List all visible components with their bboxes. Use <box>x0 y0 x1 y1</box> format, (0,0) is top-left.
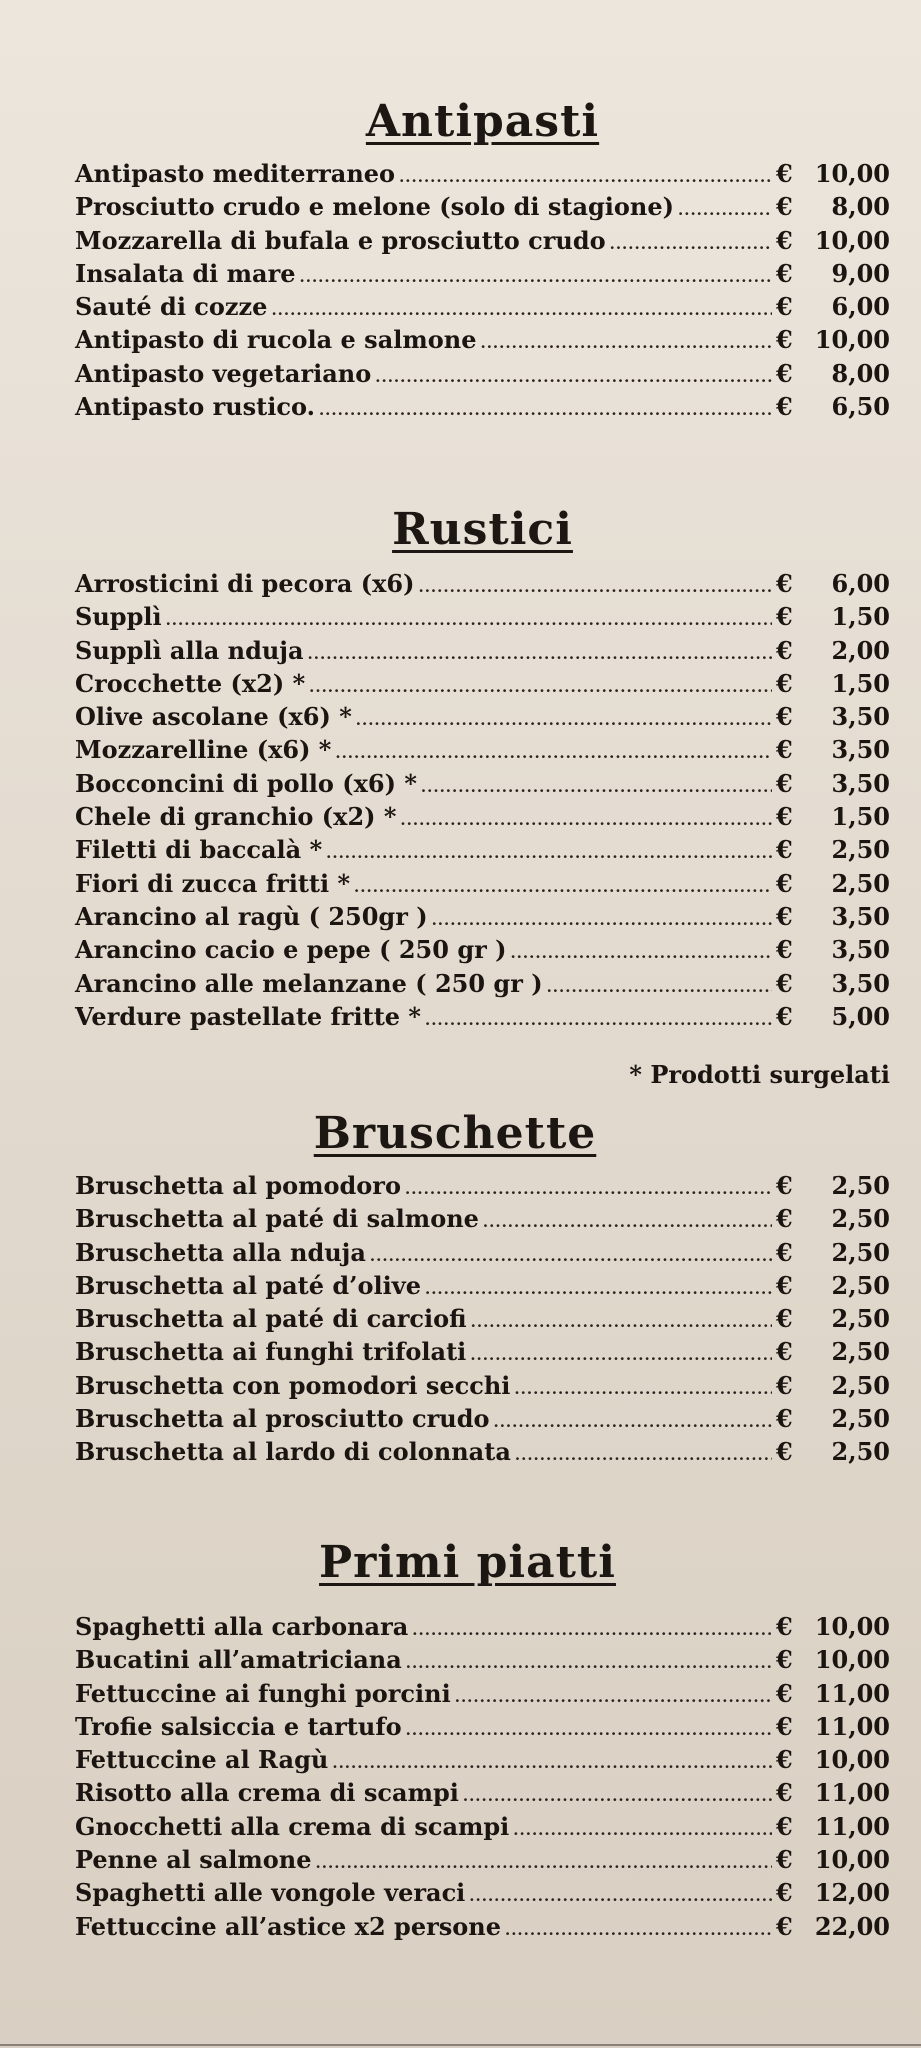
menu-item <box>75 1435 890 1468</box>
currency-symbol: € <box>776 1811 793 1841</box>
section-rustici <box>75 504 890 1033</box>
item-price: 2,50 <box>831 1370 890 1400</box>
leader-dots <box>505 1914 772 1947</box>
item-name: Bruschetta al prosciutto crudo <box>75 1404 490 1434</box>
leader-dots <box>418 571 772 604</box>
item-name: Bruschetta al lardo di colonnata <box>75 1437 511 1467</box>
menu-item <box>75 767 890 800</box>
item-price: 2,50 <box>831 1171 890 1200</box>
menu-item <box>75 733 890 766</box>
item-name: Bruschetta alla nduja <box>75 1237 366 1267</box>
menu-item <box>75 700 890 733</box>
currency-symbol: € <box>776 635 793 665</box>
currency-symbol: € <box>776 1745 793 1775</box>
item-name: Bruschetta al paté d’olive <box>75 1270 421 1300</box>
item-name: Gnocchetti alla crema di scampi <box>75 1811 510 1841</box>
item-name: Penne al salmone <box>75 1845 312 1875</box>
currency-symbol: € <box>776 1778 793 1808</box>
item-price: 2,50 <box>831 1337 890 1367</box>
menu-list <box>75 1169 890 1469</box>
menu-item <box>75 600 890 633</box>
leader-dots <box>421 771 772 804</box>
item-name: Supplì <box>75 602 162 632</box>
item-price: 11,00 <box>814 1711 890 1741</box>
item-price: 6,50 <box>831 392 890 422</box>
currency-symbol: € <box>776 1237 793 1267</box>
item-price: 5,00 <box>831 1001 890 1031</box>
item-name: Arancino alle melanzane ( 250 gr ) <box>75 968 543 998</box>
currency-symbol: € <box>776 668 793 698</box>
section-title: Antipasti <box>365 96 600 147</box>
item-name: Crocchette (x2) * <box>75 668 306 698</box>
item-price: 10,00 <box>814 159 890 188</box>
menu-item <box>75 1402 890 1435</box>
item-price: 1,50 <box>831 668 890 698</box>
item-name: Verdure pastellate fritte * <box>75 1001 421 1031</box>
item-name: Antipasto rustico. <box>75 392 315 422</box>
currency-symbol: € <box>776 1404 793 1434</box>
item-price: 6,00 <box>831 292 890 322</box>
currency-symbol: € <box>776 901 793 931</box>
currency-symbol: € <box>776 192 793 222</box>
menu-item <box>75 667 890 700</box>
currency-symbol: € <box>776 1204 793 1234</box>
currency-symbol: € <box>776 1270 793 1300</box>
item-price: 2,50 <box>831 1237 890 1267</box>
menu-item <box>75 357 890 390</box>
item-price: 11,00 <box>814 1778 890 1808</box>
item-price: 22,00 <box>814 1911 890 1941</box>
menu-item <box>75 900 890 933</box>
menu-item <box>75 1710 890 1743</box>
menu-item <box>75 290 890 323</box>
item-name: Arancino cacio e pepe ( 250 gr ) <box>75 935 507 965</box>
leader-dots <box>469 1880 772 1913</box>
item-name: Fettuccine al Ragù <box>75 1745 329 1775</box>
leader-dots <box>513 1814 772 1847</box>
item-name: Insalata di mare <box>75 258 296 288</box>
menu-item <box>75 1776 890 1809</box>
currency-symbol: € <box>776 358 793 388</box>
leader-dots <box>425 1273 772 1306</box>
item-price: 2,50 <box>831 868 890 898</box>
leader-dots <box>326 837 772 870</box>
menu-item <box>75 634 890 667</box>
leader-dots <box>300 261 772 294</box>
currency-symbol: € <box>776 1645 793 1675</box>
item-name: Antipasto mediterraneo <box>75 159 396 188</box>
menu-item <box>75 1876 890 1909</box>
leader-dots <box>406 1714 772 1747</box>
leader-dots <box>316 1847 772 1880</box>
menu-item <box>75 1269 890 1302</box>
leader-dots <box>166 604 772 637</box>
currency-symbol: € <box>776 1711 793 1741</box>
item-price: 10,00 <box>814 1612 890 1641</box>
item-name: Olive ascolane (x6) * <box>75 702 352 732</box>
leader-dots <box>370 1240 772 1273</box>
leader-dots <box>483 1206 772 1239</box>
section-antipasti <box>75 96 890 423</box>
item-price: 2,00 <box>831 635 890 665</box>
leader-dots <box>375 361 772 394</box>
leader-dots <box>354 871 772 904</box>
currency-symbol: € <box>776 1437 793 1467</box>
leader-dots <box>432 904 772 937</box>
menu-item <box>75 1643 890 1676</box>
currency-symbol: € <box>776 1678 793 1708</box>
section-title: Bruschette <box>313 1108 597 1159</box>
section-bruschette <box>75 1108 890 1469</box>
item-name: Mozzarella di bufala e prosciutto crudo <box>75 225 606 255</box>
leader-dots <box>455 1681 772 1714</box>
item-price: 10,00 <box>814 225 890 255</box>
item-name: Fettuccine ai funghi porcini <box>75 1678 451 1708</box>
leader-dots <box>510 937 772 970</box>
menu-item <box>75 1000 890 1033</box>
menu-item <box>75 567 890 600</box>
item-price: 3,50 <box>831 935 890 965</box>
item-name: Arancino al ragù ( 250gr ) <box>75 901 428 931</box>
leader-dots <box>406 1647 772 1680</box>
leader-dots <box>308 638 772 671</box>
item-name: Chele di granchio (x2) * <box>75 802 397 832</box>
item-name: Sauté di cozze <box>75 292 268 322</box>
currency-symbol: € <box>776 702 793 732</box>
currency-symbol: € <box>776 1845 793 1875</box>
menu-item <box>75 1302 890 1335</box>
menu-item <box>75 1843 890 1876</box>
menu-item <box>75 800 890 833</box>
currency-symbol: € <box>776 1304 793 1334</box>
item-price: 11,00 <box>814 1678 890 1708</box>
currency-symbol: € <box>776 1171 793 1200</box>
section-title: Rustici <box>392 504 573 555</box>
menu-item <box>75 257 890 290</box>
menu-item <box>75 1910 890 1943</box>
leader-dots <box>356 704 772 737</box>
menu-item <box>75 323 890 356</box>
menu-item <box>75 1743 890 1776</box>
item-price: 2,50 <box>831 835 890 865</box>
leader-dots <box>400 804 772 837</box>
menu-item <box>75 967 890 1000</box>
item-name: Spaghetti alla carbonara <box>75 1612 409 1641</box>
leader-dots <box>271 294 772 327</box>
currency-symbol: € <box>776 868 793 898</box>
menu-item <box>75 1169 890 1202</box>
leader-dots <box>471 1306 772 1339</box>
menu-list <box>75 157 890 423</box>
currency-symbol: € <box>776 159 793 188</box>
item-name: Bruschetta al pomodoro <box>75 1171 401 1200</box>
leader-dots <box>514 1373 772 1406</box>
menu-item <box>75 1610 890 1643</box>
item-name: Fiori di zucca fritti * <box>75 868 351 898</box>
menu-item <box>75 190 890 223</box>
leader-dots <box>412 1614 772 1647</box>
item-name: Supplì alla nduja <box>75 635 304 665</box>
item-price: 10,00 <box>814 1745 890 1775</box>
section-title: Primi piatti <box>319 1537 616 1588</box>
item-price: 2,50 <box>831 1270 890 1300</box>
leader-dots <box>399 161 772 194</box>
item-name: Fettuccine all’astice x2 persone <box>75 1911 501 1941</box>
item-price: 10,00 <box>814 325 890 355</box>
item-price: 10,00 <box>814 1845 890 1875</box>
item-price: 6,00 <box>831 569 890 598</box>
item-name: Antipasto di rucola e salmone <box>75 325 477 355</box>
currency-symbol: € <box>776 1001 793 1031</box>
currency-symbol: € <box>776 968 793 998</box>
item-price: 1,50 <box>831 802 890 832</box>
item-name: Mozzarelline (x6) * <box>75 735 332 765</box>
item-name: Prosciutto crudo e melone (solo di stagione) <box>75 192 675 222</box>
menu-item <box>75 933 890 966</box>
currency-symbol: € <box>776 569 793 598</box>
currency-symbol: € <box>776 768 793 798</box>
item-name: Spaghetti alle vongole veraci <box>75 1878 466 1908</box>
item-price: 2,50 <box>831 1437 890 1467</box>
menu-item <box>75 833 890 866</box>
currency-symbol: € <box>776 292 793 322</box>
currency-symbol: € <box>776 802 793 832</box>
item-price: 1,50 <box>831 602 890 632</box>
leader-dots <box>319 394 772 427</box>
menu-item <box>75 1810 890 1843</box>
item-name: Filetti di baccalà * <box>75 835 323 865</box>
item-price: 12,00 <box>814 1878 890 1908</box>
currency-symbol: € <box>776 735 793 765</box>
currency-symbol: € <box>776 258 793 288</box>
currency-symbol: € <box>776 1612 793 1641</box>
item-name: Bocconcini di pollo (x6) * <box>75 768 417 798</box>
menu-item <box>75 224 890 257</box>
menu-item <box>75 867 890 900</box>
item-name: Trofie salsiccia e tartufo <box>75 1711 402 1741</box>
item-price: 3,50 <box>831 901 890 931</box>
currency-symbol: € <box>776 1911 793 1941</box>
menu-item <box>75 1236 890 1269</box>
leader-dots <box>610 228 772 261</box>
item-name: Bruschetta ai funghi trifolati <box>75 1337 467 1367</box>
menu-item <box>75 1202 890 1235</box>
leader-dots <box>547 971 772 1004</box>
currency-symbol: € <box>776 1878 793 1908</box>
leader-dots <box>309 671 772 704</box>
currency-symbol: € <box>776 602 793 632</box>
currency-symbol: € <box>776 225 793 255</box>
item-price: 10,00 <box>814 1645 890 1675</box>
leader-dots <box>678 194 772 227</box>
item-name: Arrosticini di pecora (x6) <box>75 569 415 598</box>
leader-dots <box>515 1439 772 1472</box>
frozen-products-note: * Prodotti surgelati <box>629 1060 890 1089</box>
leader-dots <box>493 1406 772 1439</box>
item-name: Bucatini all’amatriciana <box>75 1645 402 1675</box>
item-price: 3,50 <box>831 702 890 732</box>
item-price: 2,50 <box>831 1204 890 1234</box>
leader-dots <box>335 737 772 770</box>
leader-dots <box>425 1004 772 1037</box>
item-name: Bruschetta con pomodori secchi <box>75 1370 511 1400</box>
item-name: Bruschetta al paté di salmone <box>75 1204 479 1234</box>
item-price: 9,00 <box>831 258 890 288</box>
menu-item <box>75 390 890 423</box>
currency-symbol: € <box>776 1337 793 1367</box>
menu-item <box>75 157 890 190</box>
item-name: Bruschetta al paté di carciofi <box>75 1304 467 1334</box>
item-name: Risotto alla crema di scampi <box>75 1778 459 1808</box>
item-price: 2,50 <box>831 1404 890 1434</box>
currency-symbol: € <box>776 392 793 422</box>
item-price: 11,00 <box>814 1811 890 1841</box>
menu-list <box>75 1610 890 1943</box>
leader-dots <box>463 1780 772 1813</box>
item-price: 3,50 <box>831 968 890 998</box>
item-price: 2,50 <box>831 1304 890 1334</box>
currency-symbol: € <box>776 1370 793 1400</box>
item-price: 8,00 <box>831 358 890 388</box>
leader-dots <box>480 327 772 360</box>
section-primi-piatti <box>75 1537 890 1943</box>
item-price: 3,50 <box>831 768 890 798</box>
item-price: 3,50 <box>831 735 890 765</box>
item-name: Antipasto vegetariano <box>75 358 372 388</box>
menu-item <box>75 1677 890 1710</box>
menu-item <box>75 1369 890 1402</box>
menu-list <box>75 567 890 1033</box>
currency-symbol: € <box>776 935 793 965</box>
leader-dots <box>405 1173 772 1206</box>
leader-dots <box>470 1339 772 1372</box>
page-bottom-edge <box>0 2044 921 2046</box>
item-price: 8,00 <box>831 192 890 222</box>
leader-dots <box>332 1747 772 1780</box>
currency-symbol: € <box>776 835 793 865</box>
menu-item <box>75 1335 890 1368</box>
currency-symbol: € <box>776 325 793 355</box>
